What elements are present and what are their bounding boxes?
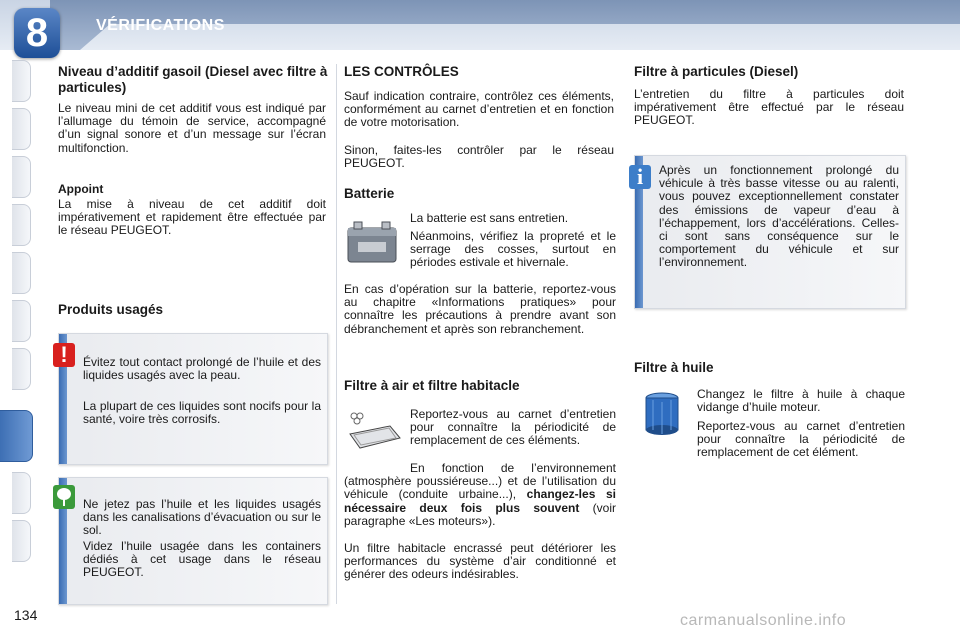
- info-text: Après un fonctionnement prolongé du véhicule à très basse vitesse ou au ralenti, vous pouvez exceptionnellement constater des émissions de vapeur d’eau à l’échappement, lors d’accélérations. Celles-ci sont sans conséquence sur le comportement du véhicule et sur l’environnement.: [659, 163, 899, 270]
- dpf-text: L’entretien du filtre à particules doit impérativement être effectué par le réseau PEUGEOT.: [634, 87, 904, 128]
- chapter-tab[interactable]: [12, 60, 31, 102]
- chapter-tab[interactable]: [12, 252, 31, 294]
- eco-text-2: Videz l’huile usagée dans les containers dédiés à cet usage dans le réseau PEUGEOT.: [83, 539, 321, 580]
- chapter-number-badge: 8: [14, 8, 60, 58]
- chapter-tab[interactable]: [12, 472, 31, 514]
- oil-text-2: Reportez-vous au carnet d’entretien pour connaître la périodicité de remplacement de cet élément.: [697, 419, 905, 460]
- additive-title: Niveau d’additif gasoil (Diesel avec filtre à particules): [58, 64, 328, 95]
- battery-text-2: Néanmoins, vérifiez la propreté et le serrage des cosses, surtout en périodes estivale et hivernale.: [410, 229, 616, 270]
- page-number: 134: [14, 607, 38, 623]
- chapter-tab[interactable]: [12, 108, 31, 150]
- appoint-title: Appoint: [58, 182, 104, 196]
- used-products-title: Produits usagés: [58, 302, 164, 317]
- chapter-tab[interactable]: [12, 204, 31, 246]
- info-icon: i: [629, 165, 651, 189]
- battery-title: Batterie: [344, 186, 395, 201]
- filter-text-2: En fonction de l’environnement (atmosphère poussiéreuse...) et de l’utilisation du véhicule (conduite urbaine...), changez-les si nécessaire deux fois plus souvent (voir paragraphe «Les moteurs»).: [344, 461, 617, 528]
- cabin-filter-icon: [344, 408, 404, 461]
- info-box: [634, 155, 906, 309]
- column-divider: [336, 64, 337, 604]
- filter-text-3: Un filtre habitacle encrassé peut détériorer les performances du système d’air conditionné et générer des odeurs indésirables.: [344, 541, 616, 582]
- oil-filter-title: Filtre à huile: [634, 360, 714, 375]
- dpf-title: Filtre à particules (Diesel): [634, 64, 799, 79]
- warning-box: [58, 333, 328, 465]
- controls-text-1: Sauf indication contraire, contrôlez ces éléments, conformément au carnet d’entretien et en fonction de votre motorisation.: [344, 89, 614, 130]
- warning-text-2: La plupart de ces liquides sont nocifs pour la santé, voire très corrosifs.: [83, 399, 321, 427]
- chapter-tab[interactable]: [12, 300, 31, 342]
- chapter-tabs: [0, 60, 34, 580]
- eco-box: [58, 477, 328, 605]
- eco-text-1: Ne jetez pas l’huile et les liquides usagés dans les canalisations d’évacuation ou sur le sol.: [83, 497, 321, 538]
- battery-text-1: La batterie est sans entretien.: [410, 211, 569, 225]
- oil-text-1: Changez le filtre à huile à chaque vidange d’huile moteur.: [697, 387, 905, 415]
- chapter-tab-active[interactable]: [0, 410, 33, 462]
- chapter-tab[interactable]: [12, 348, 31, 390]
- chapter-tab[interactable]: [12, 156, 31, 198]
- leaf-icon: [53, 485, 75, 509]
- controls-text-2: Sinon, faites-les contrôler par le réseau PEUGEOT.: [344, 143, 614, 171]
- battery-text-3: En cas d’opération sur la batterie, reportez-vous au chapitre «Informations pratiques» pour connaître les précautions à prendre avant son débranchement et après son rebranchement.: [344, 282, 616, 336]
- watermark-text: carmanualsonline.info: [680, 612, 847, 629]
- additive-text: Le niveau mini de cet additif vous est indiqué par l’allumage du témoin de service, accompagné d’un signal sonore et d’un message sur l’écran multifonction.: [58, 101, 326, 155]
- oil-filter-icon: [640, 390, 684, 443]
- filter-text-1: Reportez-vous au carnet d’entretien pour connaître la périodicité de remplacement de ces éléments.: [410, 407, 616, 448]
- battery-icon: [344, 218, 400, 271]
- warning-icon: !: [53, 343, 75, 367]
- chapter-tab[interactable]: [12, 520, 31, 562]
- chapter-title: VÉRIFICATIONS: [96, 17, 225, 34]
- controls-title: LES CONTRÔLES: [344, 64, 459, 79]
- warning-text-1: Évitez tout contact prolongé de l’huile et des liquides usagés avec la peau.: [83, 355, 321, 383]
- air-filter-title: Filtre à air et filtre habitacle: [344, 378, 520, 393]
- appoint-text: La mise à niveau de cet additif doit impérativement et rapidement être effectuée par le réseau PEUGEOT.: [58, 197, 326, 238]
